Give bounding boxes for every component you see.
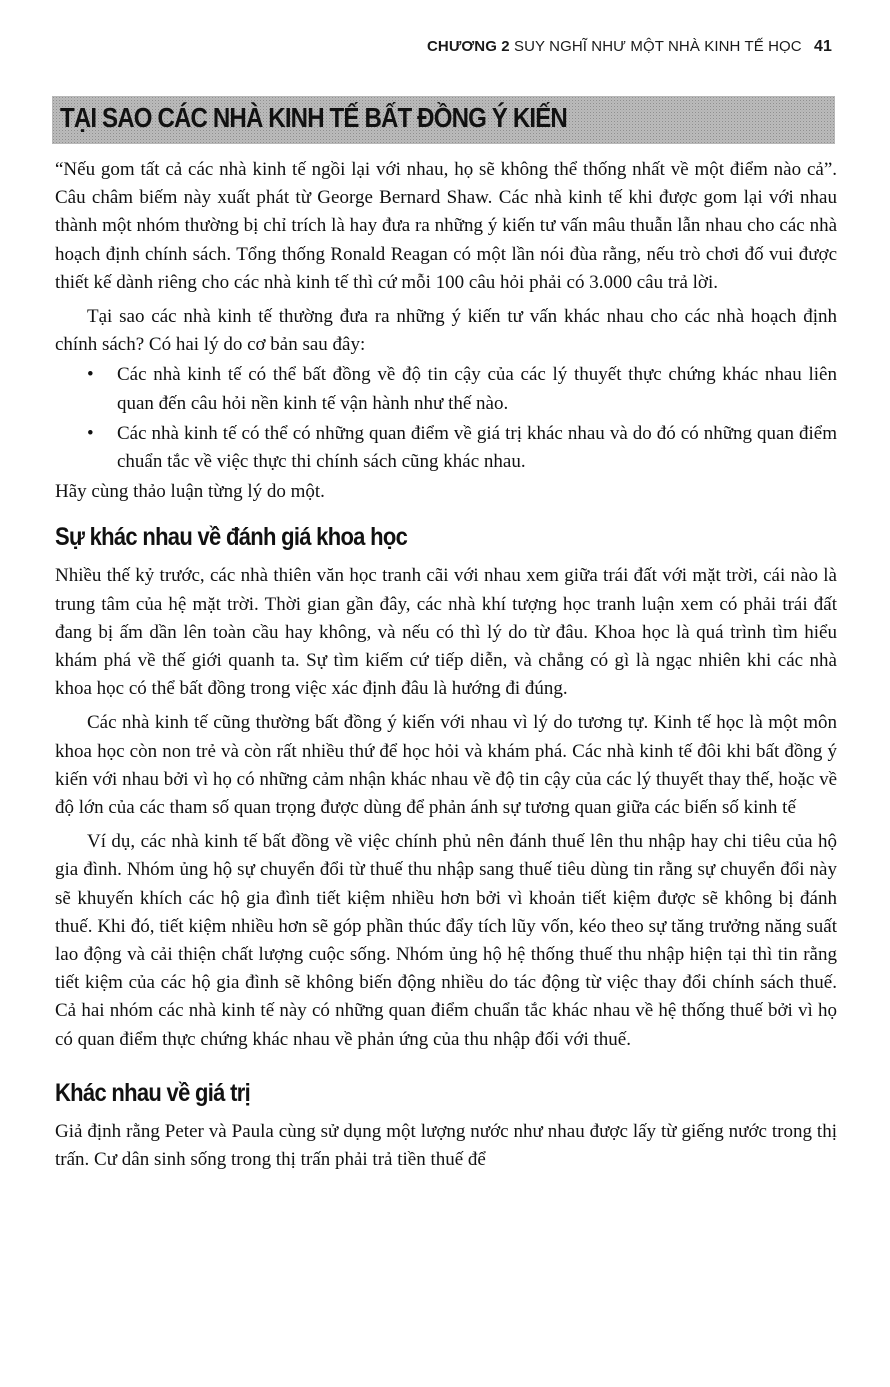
discussion-paragraph: Hãy cùng thảo luận từng lý do một.: [55, 481, 325, 503]
running-head-chapter: CHƯƠNG 2: [427, 38, 510, 55]
intro-paragraph: “Nếu gom tất cả các nhà kinh tế ngồi lại với nhau, họ sẽ không thể thống nhất về một điểm nào cả”. Câu châm biếm này xuất phát từ George Bernard Shaw. Các nhà kinh tế khi được gom lại với nhau thành một nhóm thường bị chỉ trích là hay đưa ra những ý kiến tư vấn mâu thuẫn lẫn nhau cho các nhà hoạch định chính sách. Tổng thống Ronald Reagan có một lần nói đùa rằng, nếu trò chơi đố vui được thiết kế dành riêng cho các nhà kinh tế thì cứ mỗi 100 câu hỏi phải có 3.000 câu trả lời.: [55, 159, 837, 293]
page-number: 41: [814, 38, 832, 55]
list-item: [55, 420, 837, 476]
science-paragraph-2: Các nhà kinh tế cũng thường bất đồng ý kiến với nhau vì lý do tương tự. Kinh tế học là một môn khoa học còn non trẻ và còn rất nhiều thứ để học hỏi và khám phá. Các nhà kinh tế đôi khi bất đồng ý kiến với nhau bởi vì họ có những cảm nhận khác nhau về độ tin cậy của các lý thuyết thay thế, hoặc về độ lớn của các tham số quan trọng được dùng để phản ánh sự tương quan giữa các biến số kinh tế: [55, 712, 837, 819]
list-item-text: Các nhà kinh tế có thể bất đồng về độ tin cậy của các lý thuyết thực chứng khác nhau liên quan đến câu hỏi nền kinh tế vận hành như thế nào.: [117, 364, 837, 414]
running-head-title: SUY NGHĨ NHƯ MỘT NHÀ KINH TẾ HỌC: [514, 38, 802, 55]
bullet-icon: •: [87, 422, 94, 444]
body-text: [55, 156, 837, 1174]
science-paragraph-3: Ví dụ, các nhà kinh tế bất đồng về việc chính phủ nên đánh thuế lên thu nhập hay chi tiêu của hộ gia đình. Nhóm ủng hộ sự chuyển đổi từ thuế thu nhập sang thuế tiêu dùng tin rằng sự chuyển đổi này sẽ khuyến khích các hộ gia đình tiết kiệm nhiều hơn bởi vì khoản tiết kiệm được sẽ không bị đánh thuế. Khi đó, tiết kiệm nhiều hơn sẽ góp phần thúc đẩy tích lũy vốn, kéo theo sự tăng trưởng năng suất lao động và cải thiện chất lượng cuộc sống. Nhóm ủng hộ hệ thống thuế thu nhập hiện tại thì tin rằng tiết kiệm của các hộ gia đình sẽ không biến động nhiều do tác động từ việc thay đổi chính sách thuế. Cả hai nhóm các nhà kinh tế này có những quan điểm chuẩn tắc khác nhau về hệ thống thuế bởi vì họ có quan điểm thực chứng khác nhau về phản ứng của thu nhập đối với thuế.: [55, 831, 837, 1050]
reasons-list: [55, 361, 837, 476]
science-paragraph-1: Nhiều thế kỷ trước, các nhà thiên văn học tranh cãi với nhau xem giữa trái đất với mặt trời, cái nào là trung tâm của hệ mặt trời. Thời gian gần đây, các nhà khí tượng học tranh luận xem có phải trái đất đang bị ấm dần lên toàn cầu hay không, và nếu có thì lý do từ đâu. Khoa học là quá trình tìm hiểu khám phá về thế giới quanh ta. Sự tìm kiếm cứ tiếp diễn, và chẳng có gì là ngạc nhiên khi các nhà khoa học có thể bất đồng trong việc xác định đâu là hướng đi đúng.: [55, 565, 837, 700]
reasons-paragraph: Tại sao các nhà kinh tế thường đưa ra những ý kiến tư vấn khác nhau cho các nhà hoạch định chính sách? Có hai lý do cơ bản sau đây:: [55, 306, 837, 356]
subsection-heading-values: Khác nhau về giá trị: [55, 1078, 250, 1107]
values-paragraph-1: Giả định rằng Peter và Paula cùng sử dụng một lượng nước như nhau được lấy từ giếng nước trong thị trấn. Cư dân sinh sống trong thị trấn phải trả tiền thuế để: [55, 1120, 837, 1171]
running-head: [427, 38, 832, 56]
bullet-icon: •: [87, 364, 94, 386]
list-item: [55, 361, 837, 417]
subsection-heading-science: Sự khác nhau về đánh giá khoa học: [55, 523, 408, 552]
list-item-text: Các nhà kinh tế có thể có những quan điểm về giá trị khác nhau và do đó có những quan điểm chuẩn tắc về việc thực thi chính sách cũng khác nhau.: [117, 422, 837, 473]
section-title: TẠI SAO CÁC NHÀ KINH TẾ BẤT ĐỒNG Ý KIẾN: [60, 102, 567, 133]
section-title-bar: [52, 96, 835, 144]
